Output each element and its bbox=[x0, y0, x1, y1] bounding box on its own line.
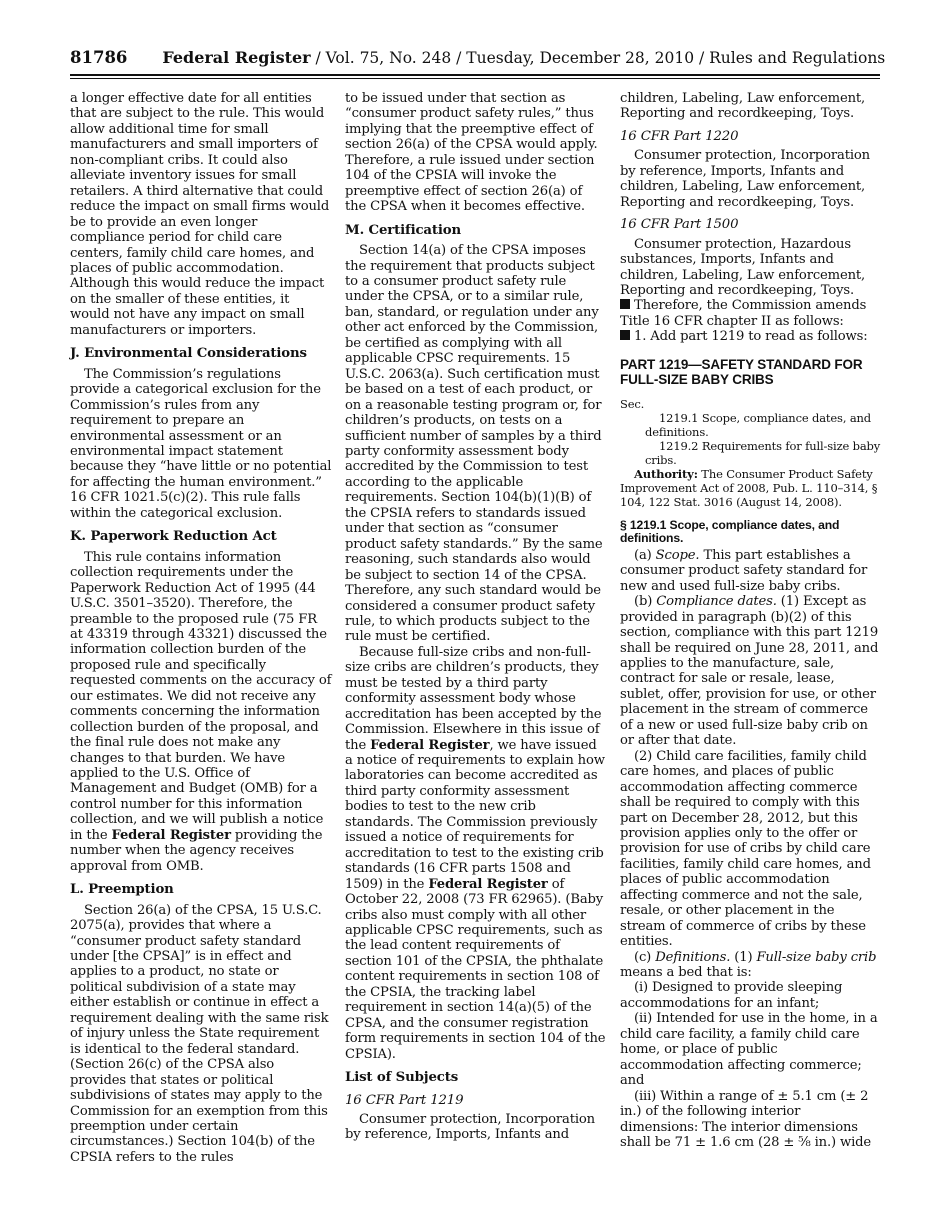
text-run: 1. Add part 1219 to read as follows: bbox=[634, 329, 868, 345]
federal-register-ref: Federal Register bbox=[370, 737, 490, 753]
paragraph bbox=[345, 645, 607, 1062]
amendatory-instruction bbox=[620, 329, 882, 344]
text-run: , we have issued a notice of requirements to explain how laboratories can become accredited as third party conformity assessment bodies to test to the new crib standards. The Commission previously issued a notice of requirements for accreditation to test to the existing crib standards (16 CFR parts 1508 and 1509) in the bbox=[345, 737, 605, 892]
paragraph: (i) Designed to provide sleeping accommodations for an infant; bbox=[620, 980, 843, 1011]
text-run: (b) bbox=[634, 594, 657, 610]
paragraph bbox=[620, 950, 882, 981]
text-run: (a) bbox=[634, 547, 656, 563]
paragraph-title: Scope. bbox=[655, 547, 700, 563]
text-run: Therefore, the Commission amends Title 16 CFR chapter II as follows: bbox=[620, 298, 867, 329]
paragraph: Consumer protection, Incorporation by reference, Imports, Infants and children, Labeling, Law enforcement, Reporting and recordkeeping, Toys. bbox=[620, 148, 870, 210]
toc-entry: 1219.2 Requirements for full-size baby cribs. bbox=[645, 438, 881, 467]
paragraph: (iii) Within a range of ± 5.1 cm (± 2 in.) of the following interior dimensions: The interior dimensions shall be 71 ± 1.6 cm (28 ± ⁵⁄₈ in.) wide bbox=[620, 1088, 872, 1151]
section-heading: § 1219.1 Scope, compliance dates, and definitions. bbox=[620, 517, 840, 546]
paragraph: to be issued under that section as “consumer product safety rules,” thus implying that the preemptive effect of section 26(a) of the CPSA would apply. Therefore, a rule issued under section 104 of the CPSIA will invoke the preemptive effect of section 26(a) of the CPSA when it becomes effective. bbox=[345, 91, 598, 215]
subject-heading: 16 CFR Part 1220 bbox=[620, 128, 739, 144]
section-heading: List of Subjects bbox=[345, 1070, 459, 1086]
federal-register-ref: Federal Register bbox=[111, 827, 231, 843]
text-run: (1) bbox=[730, 949, 757, 965]
text-run: Because full-size cribs and non-full-size cribs are children’s products, they must be tested by a third party conformity assessment body whose accreditation has been accepted by the Commission. Elsewhere in this issue of the bbox=[345, 644, 602, 753]
sec-label: Sec. bbox=[620, 396, 645, 411]
text-run: This rule contains information collection requirements under the Paperwork Reduction Act of 1995 (44 U.S.C. 3501–3520). Therefore, the preamble to the proposed rule (75 FR at 43319 through 43321) discussed the information collection burden of the proposed rule and specifically requested comments on the accuracy of our estimates. We did not receive any comments concerning the information collection burden of the proposal, and the final rule does not make any changes to that burden. We have applied to the U.S. Office of Management and Budget (OMB) for a control number for this information collection, and we will publish a notice in the bbox=[70, 549, 332, 843]
authority-label: Authority: bbox=[634, 466, 698, 481]
paragraph: Consumer protection, Hazardous substances, Imports, Infants and children, Labeling, Law enforcement, Reporting and recordkeeping, Toys. bbox=[620, 236, 866, 298]
page-number: 81786 bbox=[70, 48, 128, 67]
header-rule-thin bbox=[70, 78, 880, 79]
column-1 bbox=[70, 91, 332, 1165]
section-heading: K. Paperwork Reduction Act bbox=[70, 529, 277, 545]
text-run: of October 22, 2008 (73 FR 62965). (Baby cribs also must comply with all other applicable CPSC requirements, such as the lead content requirements of section 101 of the CPSIA, the phthalate content requirements in section 108 of the CPSIA, the tracking label requirement in section 14(a)(5) of the CPSA, and the consumer registration form requirements in section 104 of the CPSIA). bbox=[345, 876, 606, 1062]
text-run: The Consumer Product Safety Improvement Act of 2008, Pub. L. 110–314, § 104, 122 Stat. 3016 (August 14, 2008). bbox=[620, 466, 878, 509]
paragraph: Section 14(a) of the CPSA imposes the requirement that products subject to a consumer product safety rule under the CPSA, or to a similar rule, ban, standard, or regulation under any other act enforced by the Commission, be certified as complying with all applicable CPSC requirements. 15 U.S.C. 2063(a). Such certification must be based on a test of each product, or on a reasonable testing program or, for children’s products, on tests on a sufficient number of samples by a third party conformity assessment body accredited by the Commission to test according to the applicable requirements. Section 104(b)(1)(B) of the CPSIA refers to standards issued under that section as “consumer product safety standards.” By the same reasoning, such standards also would be subject to section 14 of the CPSA. Therefore, any such standard would be considered a consumer product safety rule, to which products subject to the rule must be certified. bbox=[345, 243, 603, 645]
paragraph: The Commission’s regulations provide a categorical exclusion for the Commission’s rules from any requirement to prepare an environmental assessment or an environmental impact statement because they “have little or no potential for affecting the human environment.” 16 CFR 1021.5(c)(2). This rule falls within the categorical exclusion. bbox=[70, 366, 332, 521]
paragraph: children, Labeling, Law enforcement, Reporting and recordkeeping, Toys. bbox=[620, 91, 866, 122]
paragraph bbox=[620, 548, 882, 594]
column-2 bbox=[345, 91, 607, 1143]
paragraph bbox=[620, 594, 882, 749]
subject-heading: 16 CFR Part 1219 bbox=[345, 1092, 464, 1108]
section-heading: M. Certification bbox=[345, 222, 462, 238]
part-title: PART 1219—SAFETY STANDARD FOR FULL-SIZE BABY CRIBS bbox=[620, 356, 863, 387]
paragraph: Section 26(a) of the CPSA, 15 U.S.C. 2075(a), provides that where a “consumer product safety standard under [the CPSA]” is in effect and applies to a product, no state or political subdivision of a state may either establish or continue in effect a requirement dealing with the same risk of injury unless the State requirement is identical to the federal standard. (Section 26(c) of the CPSA also provides that states or political subdivisions of states may apply to the Commission for an exemption from this preemption under certain circumstances.) Section 104(b) of the CPSIA refers to the rules bbox=[70, 902, 329, 1165]
issue-info: / Vol. 75, No. 248 / Tuesday, December 28, 2010 / Rules and Regulations bbox=[310, 49, 886, 67]
toc-entry: 1219.1 Scope, compliance dates, and definitions. bbox=[645, 410, 871, 439]
text-run: providing the number when the agency receives approval from OMB. bbox=[70, 827, 323, 874]
paragraph-title: Definitions. bbox=[655, 949, 731, 965]
header-rule-thick bbox=[70, 74, 880, 76]
subject-heading: 16 CFR Part 1500 bbox=[620, 217, 739, 233]
text-run: (c) bbox=[634, 949, 656, 965]
section-heading: J. Environmental Considerations bbox=[70, 346, 307, 362]
defined-term: Full-size baby crib bbox=[756, 949, 877, 965]
paragraph bbox=[70, 550, 332, 875]
paragraph: (ii) Intended for use in the home, in a child care facility, a family child care home, or place of public accommodation affecting commerce; and bbox=[620, 1011, 878, 1089]
paragraph: Consumer protection, Incorporation by reference, Imports, Infants and bbox=[345, 1112, 595, 1143]
paragraph-title: Compliance dates. bbox=[656, 594, 777, 610]
text-run: This part establishes a consumer product safety standard for new and used full-size baby cribs. bbox=[620, 547, 868, 594]
authority-note bbox=[620, 467, 882, 509]
paragraph: (2) Child care facilities, family child care homes, and places of public accommodation affecting commerce shall be required to comply with this part on December 28, 2012, but this provision applies only to the offer or provision for use of cribs by child care facilities, family child care homes, and places of public accommodation affecting commerce and not the sale, resale, or other placement in the stream of commerce of cribs by these entities. bbox=[620, 748, 871, 950]
paragraph: a longer effective date for all entities that are subject to the rule. This would allow additional time for small manufacturers and small importers of non-compliant cribs. It could also alleviate inventory issues for small retailers. A third alternative that could reduce the impact on small firms would be to provide an even longer compliance period for child care centers, family child care homes, and places of public accommodation. Although this would reduce the impact on the smaller of these entities, it would not have any impact on small manufacturers or importers. bbox=[70, 91, 330, 338]
page-header bbox=[70, 48, 886, 74]
text-run: (1) Except as provided in paragraph (b)(2) of this section, compliance with this part 1219 shall be required on June 28, 2011, and applies to the manufacture, sale, contract for sale or resale, lease, sublet, offer, provision for use, or other placement in the stream of commerce of a new or used full-size baby crib on or after that date. bbox=[620, 594, 879, 749]
square-bullet-icon bbox=[620, 299, 630, 309]
publication-name: Federal Register bbox=[162, 48, 311, 67]
text-run: means a bed that is: bbox=[620, 965, 752, 981]
amendatory-instruction bbox=[620, 298, 882, 329]
square-bullet-icon bbox=[620, 330, 630, 340]
federal-register-ref: Federal Register bbox=[428, 876, 548, 892]
section-heading: L. Preemption bbox=[70, 882, 174, 898]
column-3 bbox=[620, 91, 882, 1150]
